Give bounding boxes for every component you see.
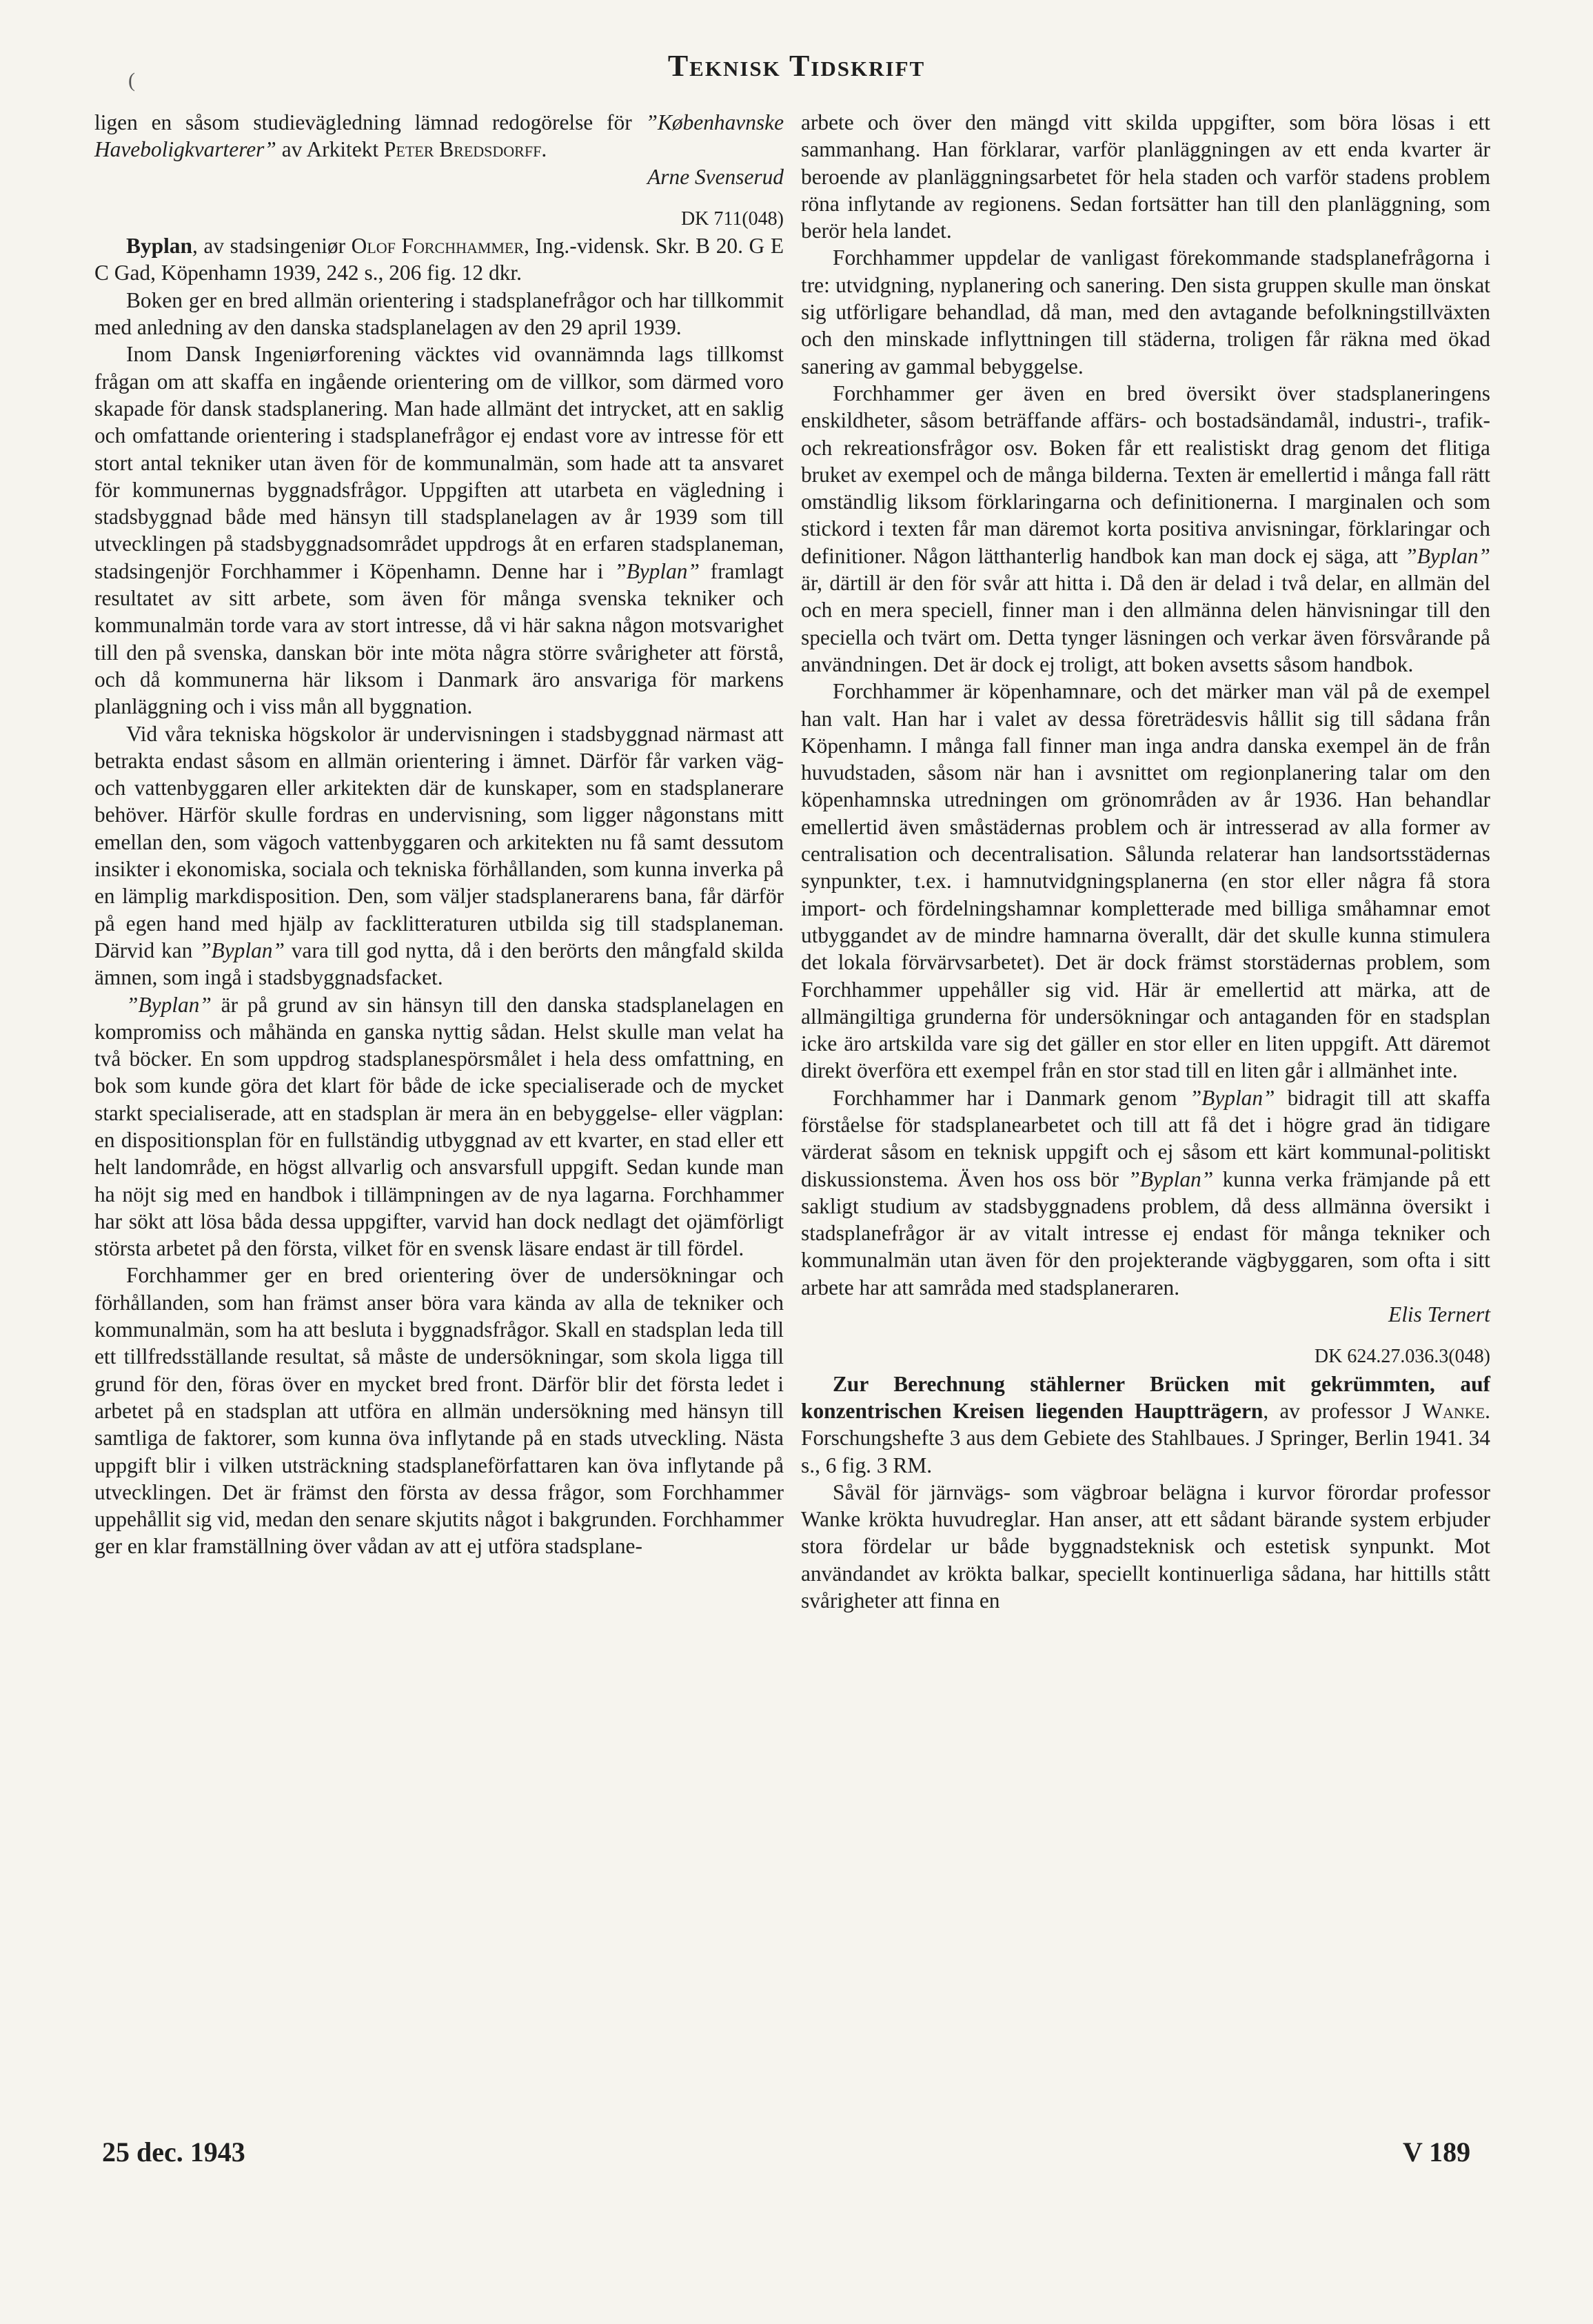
paragraph: Forchhammer ger en bred orientering över de undersökningar och förhållanden, som han främst anser böra vara kända av alla de tekniker och kommunalmän, som ha att besluta i byggnadsfrågor. Skall en stadsplan leda till ett tillfredsställande resultat, så måste de undersökningar, som skola ligga till grund för den, föras över en mycket bred front. Därför blir det första ledet i arbetet på en stadsplan att utföra en allmän undersökning med hänsyn till samtliga de faktorer, som kunna öva inflytande på en stads utveckling. Nästa uppgift blir i vilken utsträckning stadsplaneförfattaren kan öva inflytande på utvecklingen. Det är främst den första av dessa frågor, som Forchhammer uppehållit sig vid, medan den senare skjutits något i bakgrunden. Forchhammer ger en klar framställning över vådan av att ej utföra stadsplane- — [94, 1263, 784, 1559]
right-column — [801, 109, 1490, 1614]
reviewer-signature: Elis Ternert — [1388, 1302, 1490, 1327]
paragraph: Forchhammer har i Danmark genom ”Byplan” bidragit till att skaffa förståelse för stadsplanearbetet och till att få det i högre grad än tidigare värderat såsom en teknisk uppgift och ej såsom ett kärt kommunal-politiskt diskussionstema. Även hos oss bör ”Byplan” kunna verka främjande på ett sakligt studium av stadsbyggnadens problem, då dess allmänna översikt i stadsplanefrågor är av vitalt intresse ej endast för många tekniker och kommunalmän utan även för den projekterande vägbyggaren, som ofta i sitt arbete har att samråda med stadsplaneraren. — [801, 1085, 1490, 1300]
book-citation: Zur Berechnung stählerner Brücken mit gekrümmten, auf konzentrischen Kreisen liegenden Hauptträgern, av professor J Wanke. Forschungshefte 3 aus dem Gebiete des Stahlbaues. J Springer, Berlin 1941. 34 s., 6 fig. 3 RM. — [801, 1371, 1490, 1477]
paragraph: Forchhammer ger även en bred översikt över stadsplaneringens enskildheter, såsom beträffande affärs- och bostadsändamål, industri-, trafik- och rekreationsfrågor osv. Boken får ett realistiskt drag genom det flitiga bruket av exempel och de många bilderna. Texten är emellertid i många fall rätt omständlig liksom förklaringarna och definitionerna. I marginalen och som stickord i texten får man däremot korta positiva anvisningar, förklaringar och definitioner. Någon lätthanterlig handbok kan man dock ej säga, att ”Byplan” är, därtill är den för svår att hitta i. Då den är delad i två delar, en allmän del och en mera speciell, finner man i den allmänna delen hänvisningar till den speciella och tvärt om. Detta tynger läsningen och verkar även försvårande på användningen. Det är dock ej troligt, att boken avsetts såsom handbok. — [801, 381, 1490, 676]
reviewer-signature: Arne Svenserud — [647, 164, 784, 189]
paragraph: Forchhammer uppdelar de vanligast förekommande stadsplanefrågorna i tre: utvidgning, nyplanering och sanering. Den sista gruppen skulle man önskat sig utförligare behandlad, då man, med den avtagande befolkningstillväxten och den minskade inflyttningen till städerna, troligen får räkna med ökad sanering av gammal bebyggelse. — [801, 245, 1490, 378]
paragraph: ligen en såsom studievägledning lämnad redogörelse för ”Københavnske Haveboligkvarterer” av Arkitekt Peter Bredsdorff. — [94, 110, 784, 162]
dk-classification: DK 711(048) — [680, 208, 784, 230]
journal-header: Teknisk Tidskrift — [667, 49, 926, 83]
paragraph: Såväl för järnvägs- som vägbroar belägna i kurvor förordar professor Wanke krökta huvudreglar. Han anser, att ett sådant bärande system erbjuder stora fördelar ur både byggnadsteknisk och estetisk synpunkt. Mot användandet av krökta balkar, speciellt kontinuerliga sådana, har hittills stått svårigheter att finna en — [801, 1479, 1490, 1613]
book-citation: Byplan, av stadsingeniør Olof Forchhammer, Ing.-vidensk. Skr. B 20. G E C Gad, Köpenhamn 1939, 242 s., 206 fig. 12 dkr. — [94, 234, 784, 285]
paragraph: Inom Dansk Ingeniørforening väcktes vid ovannämnda lags tillkomst frågan om att skaffa en ingående orientering om de villkor, som därmed voro skapade för dansk stadsplanering. Man hade allmänt det intrycket, att en saklig och omfattande orientering i stadsplanefrågor ej endast vore av intresse för ett stort antal tekniker utan även för de kommunalmän, som hade att ta ansvaret för kommunernas byggnadsfrågor. Uppgiften att utarbeta en vägledning i stadsbyggnad både med hänsyn till stadsplanelagen av år 1939 som till utvecklingen på stadsbyggnadsområdet uppdrogs åt en erfaren stadsplaneman, stadsingenjör Forchhammer i Köpenhamn. Denne har i ”Byplan” framlagt resultatet av sitt arbete, som även för många svenska tekniker och kommunalmän torde vara av stort intresse, då vi här sakna någon motsvarighet till den på svenska, danskan bör inte möta några större svårigheter att förstå, och då kommunerna här liksom i Danmark äro ansvariga för markens planläggning och i viss mån all byggnation. — [94, 342, 784, 719]
left-column — [94, 109, 784, 1560]
issue-date: 25 dec. 1943 — [102, 2136, 245, 2168]
paragraph: Vid våra tekniska högskolor är undervisningen i stadsbyggnad närmast att betrakta endast såsom en allmän orientering i ämnet. Därför får varken väg- och vattenbyggaren eller arkitekten där de kunskaper, som en stadsplanerare behöver. Härför skulle fordras en undervisning, som ligger någonstans mitt emellan den, som vägoch vattenbyggaren och arkitekten nu få samt dessutom insikter i ekonomiska, sociala och tekniska förhållanden, som kunna inverka på en lämplig markdisposition. Den, som väljer stadsplanerarens bana, får därför på egen hand med hjälp av facklitteraturen utbilda sig till stadsplaneman. Därvid kan ”Byplan” vara till god nytta, då i den berörts den mångfald skilda ämnen, som ingå i stadsbyggnadsfacket. — [94, 721, 784, 990]
dk-classification: DK 624.27.036.3(048) — [1314, 1346, 1490, 1368]
paragraph: ”Byplan” är på grund av sin hänsyn till den danska stadsplanelagen en kompromiss och måhända en ganska nyttig sådan. Helst skulle man velat ha två böcker. En som uppdrog stadsplanespörsmålet i hela dess omfattning, en bok som kunde göra det klart för både de icke specialiserade och de mycket starkt specialiserade, att en stadsplan är mera än en bebyggelse- eller vägplan: en dispositionsplan för en fullständig utbyggnad av ett kvarter, en stad eller ett helt landområde, en högst allvarlig och ansvarsfull uppgift. Sedan kunde man ha nöjt sig med en handbok i tillämpningen av de nya lagarna. Forchhammer har sökt att lösa båda dessa uppgifter, varvid han dock nedlagt det ojämförligt största arbetet på den första, vilket för en svensk läsare endast är till fördel. — [94, 992, 784, 1261]
page-number: V 189 — [1403, 2136, 1471, 2168]
paragraph: arbete och över den mängd vitt skilda uppgifter, som böra lösas i ett sammanhang. Han förklarar, varför planläggningen av ett enda kvarter är beroende av planläggningsarbetet för hela staden och varför stadens problem röna inflytande av regionens. Sedan fortsätter han till den planläggning, som berör hela landet. — [801, 110, 1490, 243]
corner-mark: ( — [128, 69, 135, 92]
paragraph: Forchhammer är köpenhamnare, och det märker man väl på de exempel han valt. Han har i valet av dessa företrädesvis hållit sig till sådana från Köpenhamn. I många fall finner man inga andra danska exempel än de från huvudstaden, såsom när han i avsnittet om regionplanering talar om den köpenhamnska utredningen om grönområden av år 1936. Han behandlar emellertid även småstädernas problem och är intresserad av alla former av centralisation och decentralisation. Sålunda relaterar han landsortsstädernas synpunkter, t.ex. i hamnutvidgningsplanerna (en stor eller några få stora import- och fördelningshamnar kompletterade med billiga småhamnar emot utbyggandet av de mindre hamnarna överallt, där det skulle kunna stimulera det lokala förvärvsarbetet). Det är dock främst storstädernas problem, som Forchhammer uppehåller sig vid. Här är emellertid att märka, att de allmängiltiga grunderna för undersökningar och antaganden för en stadsplan icke äro artskilda vare sig det gäller en stor eller en liten uppgift. Att däremot direkt överföra ett exempel från en stor stad till en liten går i allmänhet inte. — [801, 679, 1490, 1083]
paragraph: Boken ger en bred allmän orientering i stadsplanefrågor och har tillkommit med anledning av den danska stadsplanelagen av den 29 april 1939. — [94, 287, 784, 340]
